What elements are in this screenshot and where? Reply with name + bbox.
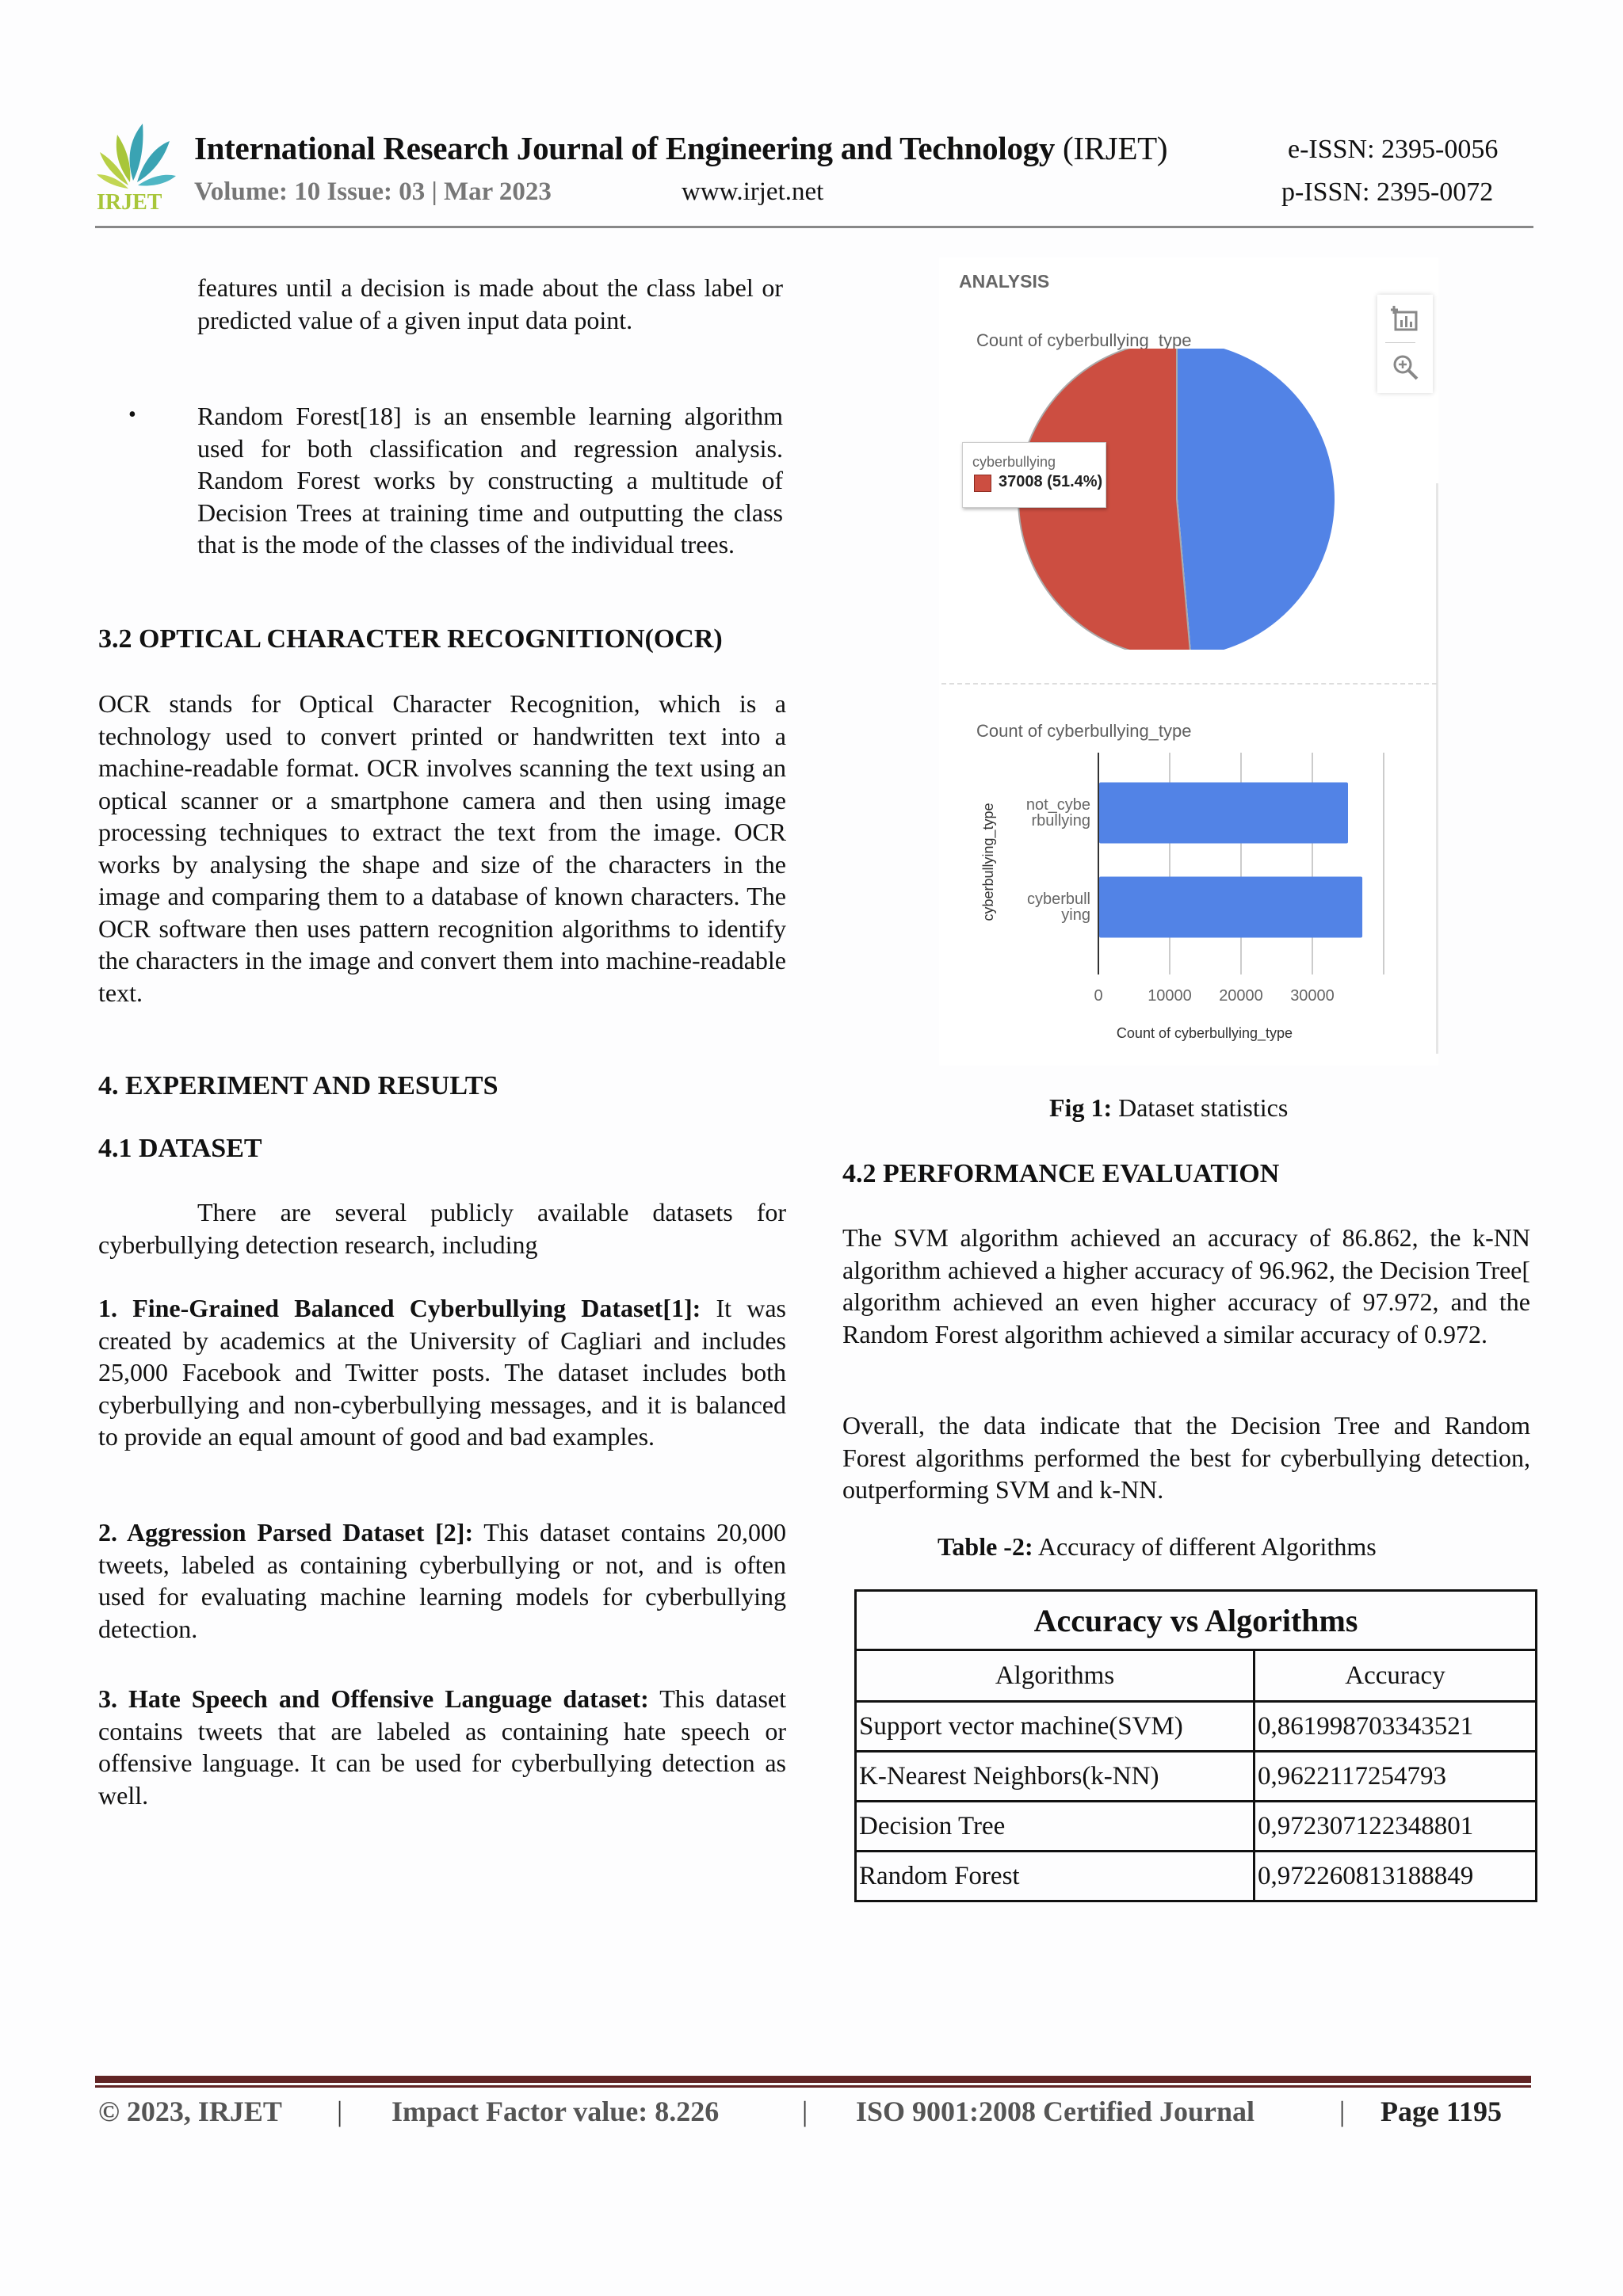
insert-chart-icon[interactable] xyxy=(1391,304,1419,333)
pie-slice-not-cyberbullying[interactable] xyxy=(1177,349,1335,650)
performance-paragraph-2: Overall, the data indicate that the Decision Tree and Random Forest algorithms performed the best for cyberbullying detection, outperforming SVM and k-NN. xyxy=(842,1411,1530,1504)
accuracy-cell: 0,9622117254793 xyxy=(1254,1752,1537,1802)
footer-copyright: © 2023, IRJET xyxy=(98,2096,282,2127)
column-header-accuracy: Accuracy xyxy=(1254,1650,1537,1702)
volume-issue: Volume: 10 Issue: 03 | Mar 2023 xyxy=(194,177,552,206)
column-header-algorithms: Algorithms xyxy=(856,1650,1254,1702)
performance-paragraph-1: The SVM algorithm achieved an accuracy of 86.862, the k-NN algorithm achieved a higher accuracy of 96.962, the Decision Tree[ algorithm achieved an even higher accuracy of 97.972, and the Random Forest algorithm achieved a similar accuracy of 0.972. xyxy=(842,1223,1530,1348)
footer-iso: ISO 9001:2008 Certified Journal xyxy=(856,2096,1254,2127)
journal-url[interactable]: www.irjet.net xyxy=(682,177,824,206)
footer-page-number: Page 1195 xyxy=(1381,2096,1502,2127)
table-caption-label: Table -2: xyxy=(938,1532,1033,1561)
footer-separator: | xyxy=(337,2096,343,2127)
dataset-item-3-text: This dataset contains tweets that are labeled as containing hate speech or offensive language. It can be used for cyberbullying detection as well. xyxy=(98,1684,786,1810)
irjet-logo xyxy=(94,117,181,212)
bar-chart-title: Count of cyberbullying_type xyxy=(976,721,1192,741)
footer-rule-thin xyxy=(95,2085,1531,2088)
zoom-in-icon[interactable] xyxy=(1392,354,1419,381)
random-forest-bullet: Random Forest[18] is an ensemble learning algorithm used for both classification and regression analysis. Random Forest works by constructing a multitude of Decision Trees at training time and outputting the class that is the mode of the classes of the individual trees. xyxy=(197,402,783,559)
table-row xyxy=(856,1802,1537,1852)
category-label: not_cybe xyxy=(1025,796,1090,814)
analysis-label: ANALYSIS xyxy=(959,271,1050,292)
x-tick-label: 20000 xyxy=(1219,987,1263,1005)
pissn: p-ISSN: 2395-0072 xyxy=(1281,177,1494,207)
bullet: • xyxy=(128,402,136,427)
pie-chart-title: Count of cyberbullying_type xyxy=(976,330,1192,350)
x-tick-label: 30000 xyxy=(1290,987,1335,1005)
y-axis-title: cyberbullying_type xyxy=(980,803,996,921)
dataset-item-1 xyxy=(98,1292,786,1453)
dataset-item-1-text: It was created by academics at the University of Cagliari and includes 25,000 Facebook and Twitter posts. The dataset includes both cyberbullying and non-cyberbullying messages, and it is balanced to provide an equal amount of good and bad examples. xyxy=(98,1294,787,1451)
x-tick-label: 10000 xyxy=(1148,987,1192,1005)
accuracy-cell: 0,972260813188849 xyxy=(1254,1852,1537,1901)
eissn: e-ISSN: 2395-0056 xyxy=(1288,135,1499,164)
category-label: ying xyxy=(1061,906,1090,924)
x-tick-label: 0 xyxy=(1094,987,1103,1005)
bar-not-cyberbullying[interactable] xyxy=(1099,783,1348,844)
table-caption xyxy=(938,1532,1377,1562)
table-row xyxy=(856,1852,1537,1901)
accuracy-cell: 0,861998703343521 xyxy=(1254,1702,1537,1752)
tooltip-value: 37008 (51.4%) xyxy=(999,473,1103,490)
table-title: Accuracy vs Algorithms xyxy=(856,1591,1537,1650)
dataset-item-1-title: 1. Fine-Grained Balanced Cyberbullying Dataset[1]: xyxy=(98,1294,701,1322)
table-row xyxy=(856,1752,1537,1802)
figure-divider xyxy=(941,683,1437,685)
accuracy-cell: 0,972307122348801 xyxy=(1254,1802,1537,1852)
journal-abbrev: (IRJET) xyxy=(1063,130,1168,166)
dataset-item-3 xyxy=(98,1683,786,1811)
footer-rule-thick xyxy=(95,2076,1531,2083)
decision-tree-continuation: features until a decision is made about the class label or predicted value of a given input data point. xyxy=(197,273,783,334)
header-divider xyxy=(95,226,1533,228)
journal-title xyxy=(194,129,1167,167)
dataset-item-2-title: 2. Aggression Parsed Dataset [2]: xyxy=(98,1518,474,1547)
logo-leaves-icon xyxy=(94,117,181,212)
accuracy-table xyxy=(854,1589,1537,1902)
algorithm-cell: K-Nearest Neighbors(k-NN) xyxy=(856,1752,1254,1802)
figure-caption-label: Fig 1: xyxy=(1049,1093,1113,1122)
logo-text: IRJET xyxy=(97,190,162,212)
section-heading-ocr: 3.2 OPTICAL CHARACTER RECOGNITION(OCR) xyxy=(98,624,723,654)
footer-separator: | xyxy=(802,2096,808,2127)
bar-chart xyxy=(939,745,1438,1046)
toolbar-divider xyxy=(1385,342,1415,343)
section-heading-experiment: 4. EXPERIMENT AND RESULTS xyxy=(98,1071,498,1100)
journal-name: International Research Journal of Engineering and Technology xyxy=(194,130,1056,166)
algorithm-cell: Decision Tree xyxy=(856,1802,1254,1852)
dataset-item-2-text: This dataset contains 20,000 tweets, labeled as containing cyberbullying or not, and is often used for evaluating machine learning models for cyberbullying detection. xyxy=(98,1518,786,1643)
dataset-intro: There are several publicly available datasets for cyberbullying detection research, including xyxy=(98,1198,786,1259)
section-heading-performance: 4.2 PERFORMANCE EVALUATION xyxy=(842,1159,1280,1188)
footer-impact-factor: Impact Factor value: 8.226 xyxy=(391,2096,720,2127)
category-label: rbullying xyxy=(1031,812,1090,830)
ocr-paragraph: OCR stands for Optical Character Recognition, which is a technology used to convert printed or handwritten text into a machine-readable format. OCR involves scanning the text using an optical scanner or a smartphone camera and then using image processing techniques to extract the text from the image. OCR works by analysing the shape and size of the characters in the image and comparing them to a database of known characters. The OCR software then uses pattern recognition algorithms to identify the characters in the image and convert them into machine-readable text. xyxy=(98,689,786,1007)
table-row xyxy=(856,1702,1537,1752)
algorithm-cell: Random Forest xyxy=(856,1852,1254,1901)
section-heading-dataset: 4.1 DATASET xyxy=(98,1134,262,1163)
algorithm-cell: Support vector machine(SVM) xyxy=(856,1702,1254,1752)
dataset-item-2 xyxy=(98,1516,786,1645)
footer-separator: | xyxy=(1339,2096,1346,2127)
figure-caption-text: Dataset statistics xyxy=(1112,1093,1289,1122)
category-label: cyberbull xyxy=(1026,891,1090,908)
x-axis-title: Count of cyberbullying_type xyxy=(1116,1025,1293,1041)
pie-tooltip xyxy=(962,442,1106,508)
chart-toolbar xyxy=(1377,295,1433,393)
tooltip-label: cyberbullying xyxy=(972,454,1056,470)
table-caption-text: Accuracy of different Algorithms xyxy=(1033,1532,1377,1561)
dataset-item-3-title: 3. Hate Speech and Offensive Language dataset: xyxy=(98,1684,649,1713)
figure-caption xyxy=(1049,1093,1288,1123)
bar-cyberbullying[interactable] xyxy=(1099,877,1362,938)
tooltip-swatch xyxy=(974,475,991,492)
